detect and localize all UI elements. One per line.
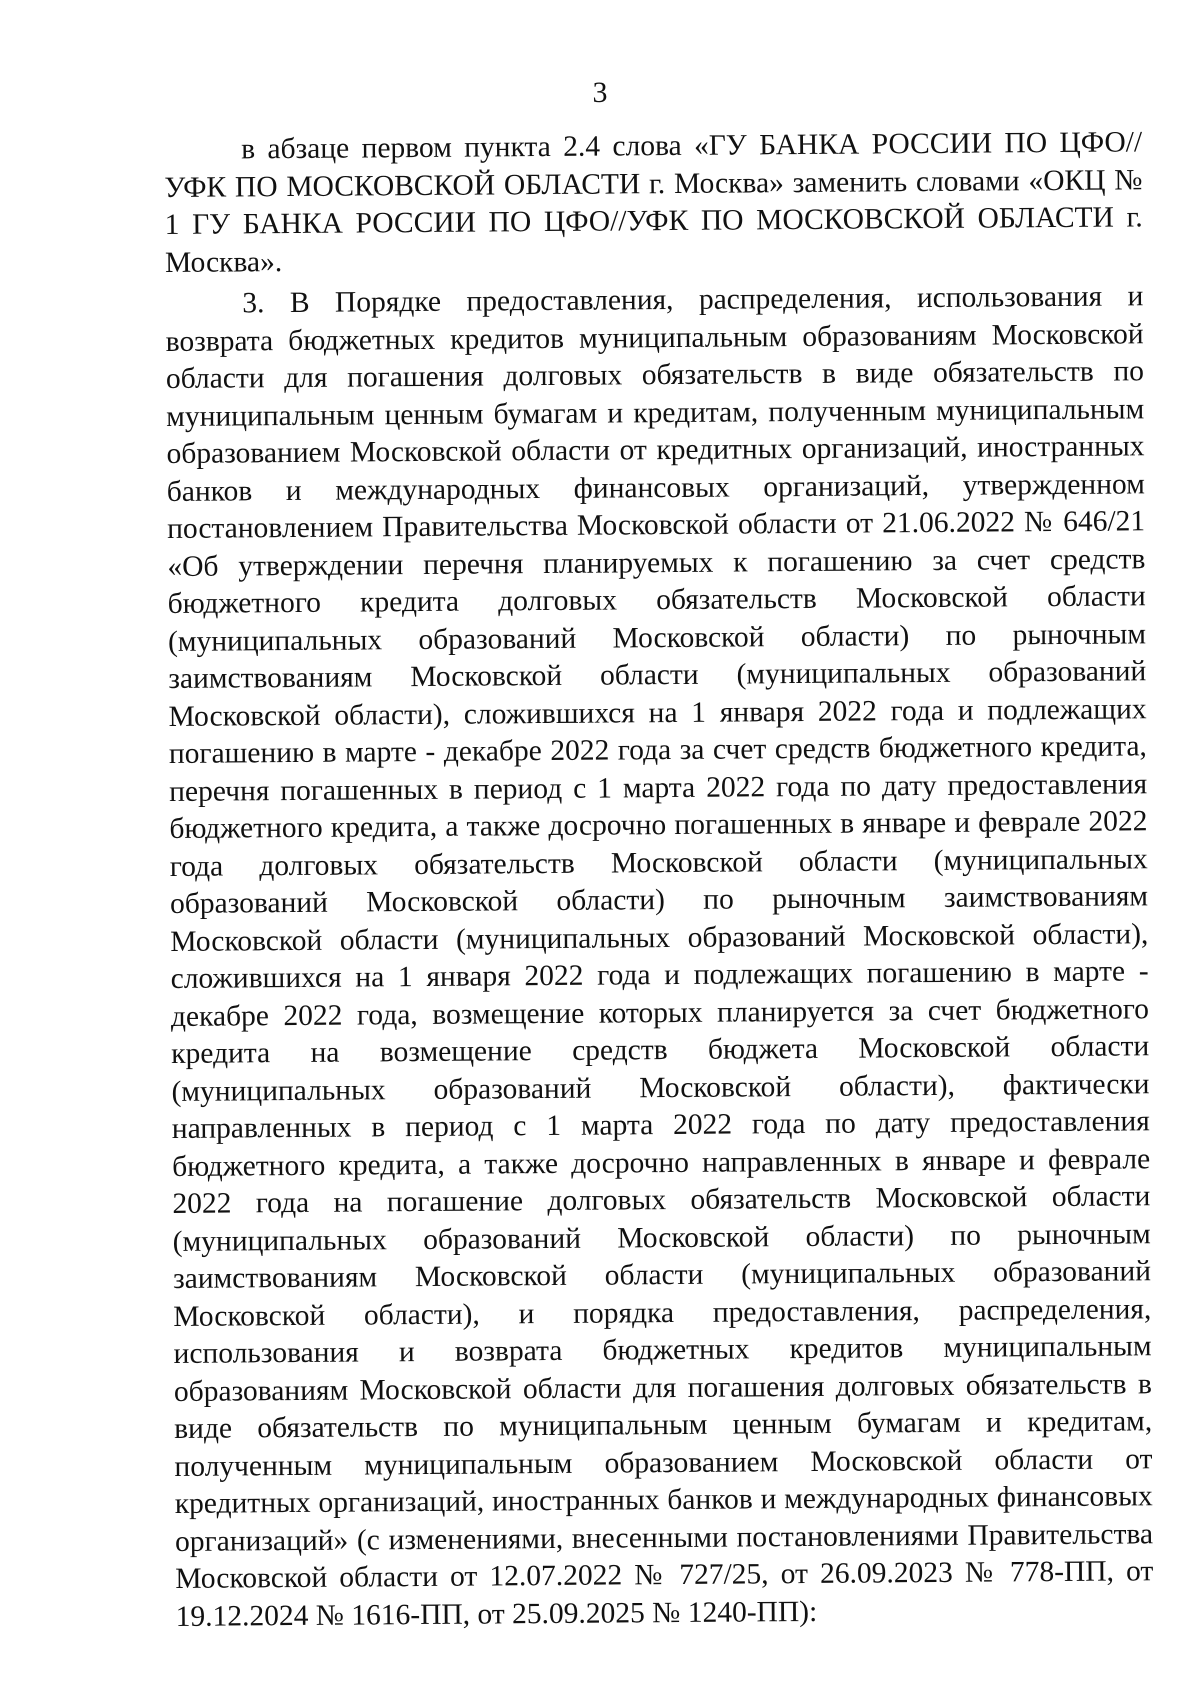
document-body — [164, 124, 1154, 1636]
paragraph-replacement-clause: в абзаце первом пункта 2.4 слова «ГУ БАНКА РОССИИ ПО ЦФО//УФК ПО МОСКОВСКОЙ ОБЛАСТИ г. Москва» заменить словами «ОКЦ № 1 ГУ БАНКА РОССИИ ПО ЦФО//УФК ПО МОСКОВСКОЙ ОБЛАСТИ г. Москва». — [164, 126, 1143, 279]
page-number: 3 — [592, 76, 608, 109]
paragraph-item-3: 3. В Порядке предоставления, распределения, использования и возврата бюджетных кредитов муниципальным образованиям Московской области для погашения долговых обязательств в виде обязательств по муниципальным ценным бумагам и кредитам, полученным муниципальным образованием Московской области от кредитных организаций, иностранных банков и международных финансовых организаций, утвержденном постановлением Правительства Московской области от 21.06.2022 № 646/21 «Об утверждении перечня планируемых к погашению за счет средств бюджетного кредита долговых обязательств Московской области (муниципальных образований Московской области) по рыночным заимствованиям Московской области (муниципальных образований Московской области), сложившихся на 1 января 2022 года и подлежащих погашению в марте - декабре 2022 года за счет средств бюджетного кредита, перечня погашенных в период с 1 марта 2022 года по дату предоставления бюджетного кредита, а также досрочно погашенных в январе и феврале 2022 года долговых обязательств Московской области (муниципальных образований Московской области) по рыночным заимствованиям Московской области (муниципальных образований Московской области), сложившихся на 1 января 2022 года и подлежащих погашению в марте - декабре 2022 года, возмещение которых планируется за счет бюджетного кредита на возмещение средств бюджета Московской области (муниципальных образований Московской области), фактически направленных в период с 1 марта 2022 года по дату предоставления бюджетного кредита, а также досрочно направленных в январе и феврале 2022 года на погашение долговых обязательств Московской области (муниципальных образований Московской области) по рыночным заимствованиям Московской области (муниципальных образований Московской области), и порядка предоставления, распределения, использования и возврата бюджетных кредитов муниципальным образованиям Московской области для погашения долговых обязательств в виде обязательств по муниципальным ценным бумагам и кредитам, полученным муниципальным образованием Московской области от кредитных организаций, иностранных банков и международных финансовых организаций» (с изменениями, внесенными постановлениями Правительства Московской области от 12.07.2022 № 727/25, от 26.09.2023 № 778-ПП, от 19.12.2024 № 1616-ПП, от 25.09.2025 № 1240-ПП): — [165, 280, 1154, 1633]
